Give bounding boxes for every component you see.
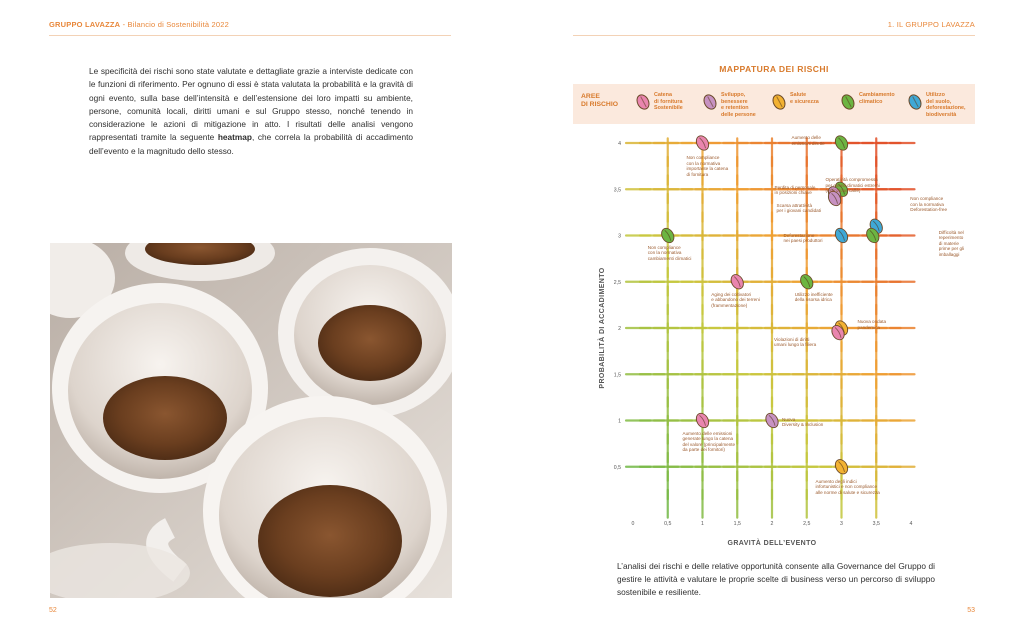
x-tick-label: 3,5 <box>872 521 880 527</box>
page-number-left: 52 <box>49 607 57 614</box>
legend-label-salute: Salute e sicurezza <box>790 92 819 105</box>
x-axis-title: GRAVITÀ DELL’EVENTO <box>727 540 817 547</box>
risk-bean-catena <box>694 134 711 153</box>
risk-bean-cambiamento <box>833 134 850 153</box>
closing-paragraph: L’analisi dei rischi e delle relative opportunità consente alla Governance del Gruppo di gestire le attività e valutare le proprie scelte di business verso un percorso di sviluppo sostenibile e resiliente. <box>617 561 935 597</box>
risk-label: Non compliance con la normativa importante la catena di fornitura <box>686 155 729 177</box>
risk-bean-cambiamento <box>798 272 815 291</box>
risk-bean-cambiamento <box>659 226 676 245</box>
coffee-bean-icon <box>694 134 711 153</box>
x-tick-label: 1 <box>701 521 704 527</box>
risk-label: Non compliance con la normativa Deforestation-free <box>910 196 948 213</box>
risk-bean-salute <box>833 457 850 476</box>
x-tick-label: 1,5 <box>733 521 741 527</box>
coffee-bean-icon <box>798 272 815 291</box>
y-tick-label: 1 <box>618 418 621 425</box>
legend-label-utilizzo: Utilizzo del suolo, deforestazione, biodiversità <box>926 92 966 118</box>
x-tick-label: 3 <box>840 521 843 527</box>
y-tick-label: 3,5 <box>613 187 621 194</box>
header-divider-right <box>573 35 975 36</box>
coffee-cups-illustration <box>50 243 452 598</box>
y-tick-label: 3 <box>618 233 621 240</box>
chart-title: MAPPATURA DEI RISCHI <box>719 64 829 74</box>
risk-label: Operatività compromessa per eventi climatici estremi (estinzione caffè) <box>825 177 880 194</box>
legend-label-cambiamento: Cambiamento climatico <box>859 92 895 105</box>
legend-label-catena: Catena di fornitura Sostenibile <box>654 92 683 112</box>
x-tick-label: 2,5 <box>803 521 811 527</box>
risk-bean-catena <box>729 272 746 291</box>
intro-text-part2: , che correla la probabilità di accadimento dell’evento e la magnitudo dello stesso. <box>89 132 413 156</box>
y-axis-title: PROBABILITÀ DI ACCADIMENTO <box>599 267 606 389</box>
coffee-bean-lilac-icon <box>701 92 719 112</box>
coffee-cups-photo <box>50 243 452 598</box>
header-divider-left <box>49 35 451 36</box>
risk-label: Aumento delle emissioni dirette <box>791 135 825 146</box>
risk-label: Nuova Diversity & Inclusion <box>782 416 824 427</box>
intro-paragraph <box>89 65 413 158</box>
x-tick-label: 4 <box>909 521 913 527</box>
legend-label-sviluppo: Sviluppo, benessere e retention delle persone <box>721 92 756 118</box>
coffee-bean-icon <box>833 226 850 245</box>
risk-label: Aging dei coltivatori e abbandono dei terreni (frammentazione) <box>711 291 760 308</box>
risk-label: Perdita di personale in posizioni chiave <box>774 184 816 196</box>
y-tick-label: 0,5 <box>613 464 621 471</box>
risk-bean-sviluppo <box>763 411 780 430</box>
risk-label: Nuova ondata pandemica <box>857 319 887 330</box>
header-report-title: - Bilancio di Sostenibilità 2022 <box>122 20 230 29</box>
risk-bean-catena <box>694 411 711 430</box>
x-tick-label: 0 <box>631 521 635 527</box>
risk-label: Non compliance con la normativa cambiamenti climatici <box>647 244 692 261</box>
risk-bean-utilizzo <box>833 226 850 245</box>
coffee-bean-icon <box>833 457 850 476</box>
y-tick-label: 2 <box>618 326 621 332</box>
risk-label: Utilizzo inefficiente della risorsa idrica <box>794 291 833 303</box>
y-tick-label: 1,5 <box>613 372 621 379</box>
right-running-header: 1. IL GRUPPO LAVAZZA <box>887 20 975 29</box>
x-tick-label: 2 <box>770 521 774 527</box>
coffee-bean-icon <box>763 411 780 430</box>
risk-label: Scarsa attrattività per i giovani candidati <box>776 202 821 213</box>
coffee-bean-icon <box>694 411 711 430</box>
x-tick-label: 0,5 <box>664 521 672 527</box>
risk-label: Aumento degli indici infortunistici e non compliance alle norme di salute e sicurezza <box>815 478 880 495</box>
coffee-bean-green-icon <box>839 92 857 112</box>
coffee-bean-icon <box>729 272 746 291</box>
legend-title: AREE DI RISCHIO <box>581 93 619 108</box>
risk-label: Deforestazione nei paesi produttori <box>783 232 823 243</box>
risk-label: Aumento delle emissioni generate lungo la catena del valore (principalmente da parte dei fornitori) <box>682 430 736 452</box>
coffee-bean-icon <box>833 134 850 153</box>
header-brand: GRUPPO LAVAZZA <box>49 20 121 29</box>
y-tick-label: 2,5 <box>613 279 621 286</box>
intro-text-part1: Le specificità dei rischi sono state valutate e dettagliate grazie a interviste dedicate con le funzioni di riferimento. Per ognuno di essi è stata valutata la probabilità e la gravità di ogni evento, sulla base dell’intensità e dell’estensione dei loro impatti su ambiente, persone, comunità locali, diritti umani e sul Gruppo stesso, nonché tenendo in considerazione le azioni di mitigazione in atto. I risultati delle analisi vengono rappresentati tramite la seguente <box>89 66 413 143</box>
coffee-bean-icon <box>659 226 676 245</box>
risk-label: Violazioni di diritti umani lungo la filiera <box>774 336 817 348</box>
risk-areas-legend <box>573 84 975 124</box>
coffee-bean-yellow-icon <box>770 92 788 112</box>
left-running-header <box>49 20 229 29</box>
intro-text-bold: heatmap <box>217 132 252 143</box>
risk-label: Difficoltà nel reperimento di materie prime per gli imballaggi <box>938 229 965 257</box>
page-number-right: 53 <box>967 607 975 614</box>
coffee-bean-blue-icon <box>906 92 924 112</box>
y-tick-label: 4 <box>618 141 621 147</box>
coffee-bean-pink-icon <box>634 92 652 112</box>
